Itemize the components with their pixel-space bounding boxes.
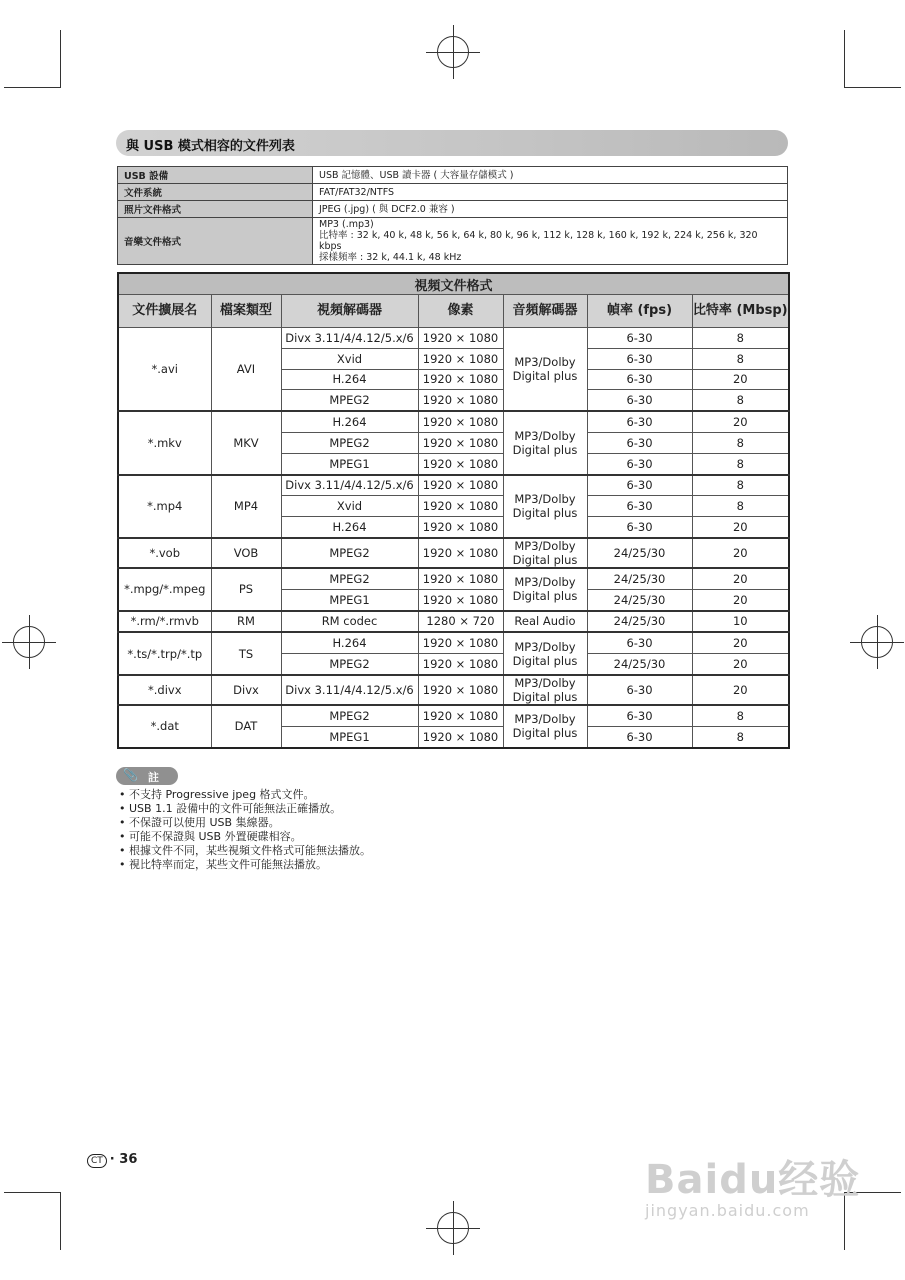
video-codec-cell: MPEG2 (281, 390, 418, 411)
column-header: 檔案類型 (211, 295, 281, 328)
usb-info-table (117, 166, 788, 265)
bitrate-cell: 10 (692, 611, 789, 633)
page-separator: · (109, 1152, 115, 1167)
file-extension-cell: *.dat (118, 705, 211, 748)
pixels-cell: 1920 × 1080 (418, 348, 503, 369)
fps-cell: 24/25/30 (587, 538, 692, 568)
pixels-cell: 1920 × 1080 (418, 568, 503, 589)
video-codec-cell: Xvid (281, 348, 418, 369)
video-codec-cell: MPEG1 (281, 453, 418, 474)
audio-codec-cell: MP3/Dolby Digital plus (503, 411, 587, 474)
audio-codec-cell: Real Audio (503, 611, 587, 633)
file-type-cell: VOB (211, 538, 281, 568)
video-codec-cell: MPEG2 (281, 568, 418, 589)
fps-cell: 6-30 (587, 705, 692, 726)
table-row (118, 475, 789, 496)
column-header: 像素 (418, 295, 503, 328)
info-value (313, 184, 788, 201)
file-extension-cell: *.divx (118, 675, 211, 705)
video-codec-cell: MPEG2 (281, 705, 418, 726)
fps-cell: 6-30 (587, 411, 692, 432)
file-extension-cell: *.rm/*.rmvb (118, 611, 211, 633)
video-codec-cell: MPEG1 (281, 726, 418, 747)
fps-cell: 6-30 (587, 432, 692, 453)
table-row (118, 568, 789, 589)
note-label: 註 (148, 771, 159, 784)
video-format-table (117, 272, 790, 749)
table-row (118, 538, 789, 568)
file-type-cell: AVI (211, 328, 281, 412)
page-number-value: 36 (119, 1152, 138, 1167)
crop-mark (60, 30, 61, 88)
info-line: 採樣頻率 : 32 k, 44.1 k, 48 kHz (319, 252, 462, 263)
audio-codec-cell: MP3/Dolby Digital plus (503, 632, 587, 675)
info-line: MP3 (.mp3) (319, 219, 374, 230)
fps-cell: 6-30 (587, 517, 692, 538)
info-value (313, 201, 788, 218)
file-extension-cell: *.ts/*.trp/*.tp (118, 632, 211, 675)
table-row (118, 675, 789, 705)
table-row (118, 328, 789, 349)
table-row (118, 411, 789, 432)
bitrate-cell: 20 (692, 632, 789, 653)
note-item: • 不保證可以使用 USB 集線器。 (119, 816, 371, 830)
fps-cell: 24/25/30 (587, 611, 692, 633)
info-value (313, 167, 788, 184)
info-line: JPEG (.jpg) ( 與 DCF2.0 兼容 ) (319, 203, 455, 215)
fps-cell: 6-30 (587, 390, 692, 411)
registration-mark (437, 36, 469, 68)
bitrate-cell: 8 (692, 328, 789, 349)
info-label: USB 設備 (118, 167, 313, 184)
fps-cell: 6-30 (587, 475, 692, 496)
file-type-cell: MP4 (211, 475, 281, 538)
info-row (118, 201, 788, 218)
bitrate-cell: 8 (692, 705, 789, 726)
pixels-cell: 1920 × 1080 (418, 390, 503, 411)
file-extension-cell: *.vob (118, 538, 211, 568)
bitrate-cell: 20 (692, 538, 789, 568)
bitrate-cell: 8 (692, 390, 789, 411)
crop-mark (845, 87, 901, 88)
pixels-cell: 1920 × 1080 (418, 705, 503, 726)
bitrate-cell: 20 (692, 369, 789, 390)
audio-codec-cell: MP3/Dolby Digital plus (503, 675, 587, 705)
video-codec-cell: H.264 (281, 411, 418, 432)
file-extension-cell: *.mpg/*.mpeg (118, 568, 211, 611)
watermark-url: jingyan.baidu.com (645, 1201, 810, 1220)
pixels-cell: 1920 × 1080 (418, 411, 503, 432)
video-codec-cell: Xvid (281, 496, 418, 517)
bitrate-cell: 8 (692, 432, 789, 453)
video-codec-cell: H.264 (281, 632, 418, 653)
note-item: • 根據文件不同，某些視頻文件格式可能無法播放。 (119, 844, 371, 858)
file-extension-cell: *.avi (118, 328, 211, 412)
notes-list (119, 788, 371, 872)
info-row (118, 184, 788, 201)
file-extension-cell: *.mp4 (118, 475, 211, 538)
fps-cell: 6-30 (587, 675, 692, 705)
pixels-cell: 1280 × 720 (418, 611, 503, 633)
note-item: • USB 1.1 設備中的文件可能無法正確播放。 (119, 802, 371, 816)
bitrate-cell: 20 (692, 589, 789, 610)
pixels-cell: 1920 × 1080 (418, 589, 503, 610)
note-item: • 視比特率而定，某些文件可能無法播放。 (119, 858, 371, 872)
info-label: 文件系統 (118, 184, 313, 201)
pixels-cell: 1920 × 1080 (418, 496, 503, 517)
audio-codec-cell: MP3/Dolby Digital plus (503, 538, 587, 568)
crop-mark (60, 1192, 61, 1250)
video-codec-cell: H.264 (281, 517, 418, 538)
fps-cell: 6-30 (587, 369, 692, 390)
column-header: 視頻解碼器 (281, 295, 418, 328)
table-row (118, 611, 789, 633)
info-row (118, 167, 788, 184)
fps-cell: 6-30 (587, 348, 692, 369)
pixels-cell: 1920 × 1080 (418, 632, 503, 653)
section-title: 與 USB 模式相容的文件列表 (126, 139, 295, 154)
watermark (645, 1148, 860, 1220)
bitrate-cell: 8 (692, 453, 789, 474)
pixels-cell: 1920 × 1080 (418, 432, 503, 453)
video-codec-cell: RM codec (281, 611, 418, 633)
info-line: USB 記憶體、USB 讀卡器 ( 大容量存儲模式 ) (319, 169, 514, 181)
crop-mark (4, 1192, 60, 1193)
bitrate-cell: 8 (692, 475, 789, 496)
bitrate-cell: 8 (692, 348, 789, 369)
pixels-cell: 1920 × 1080 (418, 538, 503, 568)
registration-mark (13, 626, 45, 658)
file-type-cell: DAT (211, 705, 281, 748)
note-badge (116, 767, 178, 785)
audio-codec-cell: MP3/Dolby Digital plus (503, 328, 587, 412)
video-codec-cell: Divx 3.11/4/4.12/5.x/6 (281, 328, 418, 349)
bitrate-cell: 20 (692, 517, 789, 538)
video-codec-cell: Divx 3.11/4/4.12/5.x/6 (281, 475, 418, 496)
column-header: 比特率 (Mbsp) (692, 295, 789, 328)
bitrate-cell: 8 (692, 496, 789, 517)
crop-mark (844, 30, 845, 88)
note-item: • 可能不保證與 USB 外置硬碟相容。 (119, 830, 371, 844)
column-header: 幀率 (fps) (587, 295, 692, 328)
registration-mark (437, 1212, 469, 1244)
registration-mark (861, 626, 893, 658)
video-codec-cell: MPEG2 (281, 432, 418, 453)
ct-badge: CT (87, 1154, 107, 1168)
fps-cell: 6-30 (587, 453, 692, 474)
video-codec-cell: H.264 (281, 369, 418, 390)
bitrate-cell: 20 (692, 675, 789, 705)
page-number (87, 1152, 137, 1168)
fps-cell: 6-30 (587, 726, 692, 747)
file-type-cell: Divx (211, 675, 281, 705)
bitrate-cell: 20 (692, 411, 789, 432)
pixels-cell: 1920 × 1080 (418, 654, 503, 675)
paperclip-icon: 📎 (123, 768, 138, 782)
info-row (118, 218, 788, 265)
pixels-cell: 1920 × 1080 (418, 328, 503, 349)
bitrate-cell: 8 (692, 726, 789, 747)
fps-cell: 6-30 (587, 632, 692, 653)
section-header (116, 130, 788, 156)
info-label: 照片文件格式 (118, 201, 313, 218)
audio-codec-cell: MP3/Dolby Digital plus (503, 568, 587, 611)
file-extension-cell: *.mkv (118, 411, 211, 474)
info-value (313, 218, 788, 265)
video-codec-cell: MPEG2 (281, 538, 418, 568)
info-label: 音樂文件格式 (118, 218, 313, 265)
video-codec-cell: Divx 3.11/4/4.12/5.x/6 (281, 675, 418, 705)
pixels-cell: 1920 × 1080 (418, 517, 503, 538)
column-header: 文件擴展名 (118, 295, 211, 328)
info-line: 比特率 : 32 k, 40 k, 48 k, 56 k, 64 k, 80 k, 96 k, 112 k, 128 k, 160 k, 192 k, 224 k, 256 k, 320 kbps (319, 230, 758, 252)
pixels-cell: 1920 × 1080 (418, 675, 503, 705)
fps-cell: 6-30 (587, 328, 692, 349)
bitrate-cell: 20 (692, 568, 789, 589)
file-type-cell: MKV (211, 411, 281, 474)
video-codec-cell: MPEG2 (281, 654, 418, 675)
note-item: • 不支持 Progressive jpeg 格式文件。 (119, 788, 371, 802)
fps-cell: 24/25/30 (587, 589, 692, 610)
pixels-cell: 1920 × 1080 (418, 726, 503, 747)
fps-cell: 6-30 (587, 496, 692, 517)
audio-codec-cell: MP3/Dolby Digital plus (503, 705, 587, 748)
video-table-title: 視頻文件格式 (118, 273, 789, 295)
table-row (118, 632, 789, 653)
table-row (118, 705, 789, 726)
fps-cell: 24/25/30 (587, 568, 692, 589)
watermark-logo: Baidu经验 (645, 1157, 861, 1203)
file-type-cell: PS (211, 568, 281, 611)
video-codec-cell: MPEG1 (281, 589, 418, 610)
pixels-cell: 1920 × 1080 (418, 475, 503, 496)
bitrate-cell: 20 (692, 654, 789, 675)
fps-cell: 24/25/30 (587, 654, 692, 675)
file-type-cell: RM (211, 611, 281, 633)
info-line: FAT/FAT32/NTFS (319, 186, 395, 198)
file-type-cell: TS (211, 632, 281, 675)
column-header: 音頻解碼器 (503, 295, 587, 328)
pixels-cell: 1920 × 1080 (418, 453, 503, 474)
pixels-cell: 1920 × 1080 (418, 369, 503, 390)
audio-codec-cell: MP3/Dolby Digital plus (503, 475, 587, 538)
crop-mark (4, 87, 60, 88)
